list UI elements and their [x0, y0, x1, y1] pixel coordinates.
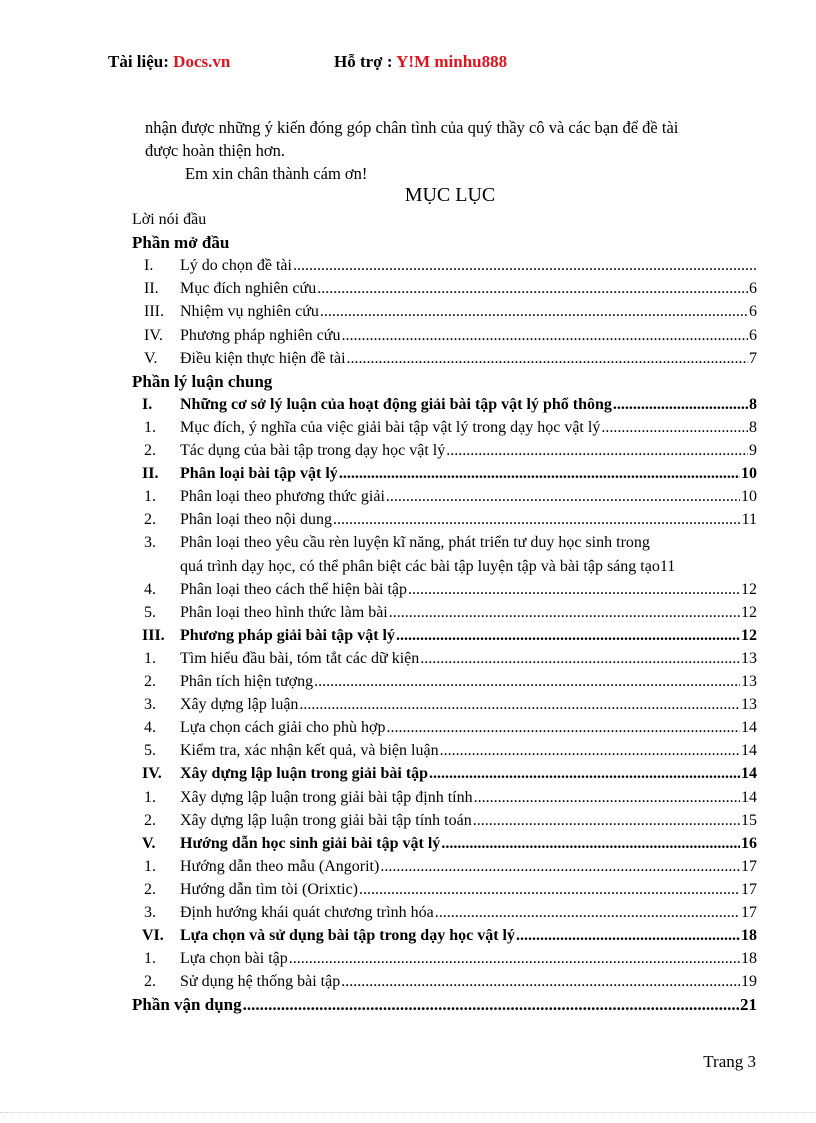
toc-entry-title: Tìm hiểu đầu bài, tóm tắt các dữ kiện [180, 649, 420, 667]
toc-entry-title: Sử dụng hệ thống bài tập [180, 973, 341, 991]
toc-page-number: 14 [741, 788, 757, 806]
toc-entry-title: Kiểm tra, xác nhận kết quả, và biện luận [180, 742, 439, 760]
toc-page-number: 18 [741, 927, 757, 945]
toc-leader-dots [389, 601, 740, 624]
toc-entry[interactable] [132, 739, 757, 762]
toc-entry[interactable] [132, 970, 757, 993]
support-label: Hỗ trợ : [334, 52, 393, 71]
toc-leader-dots [243, 993, 739, 1016]
toc-entry[interactable] [132, 716, 757, 739]
toc-entry-number: III. [144, 303, 164, 321]
toc-entry-number: 1. [144, 649, 156, 667]
toc-page-number: 21 [740, 995, 757, 1015]
toc-entry[interactable] [132, 300, 757, 323]
toc-entry[interactable] [132, 693, 757, 716]
toc-entry[interactable] [132, 947, 757, 970]
toc-entry[interactable] [132, 277, 757, 300]
toc-entry[interactable] [132, 439, 757, 462]
toc-leader-dots [473, 809, 740, 832]
toc-entry-number: V. [144, 349, 158, 367]
toc-leader-dots [339, 462, 740, 485]
toc-page-number: 10 [741, 488, 757, 506]
toc-page-number: 17 [741, 857, 757, 875]
toc-entry-number: II. [142, 465, 159, 483]
toc-entry-number: III. [142, 626, 165, 644]
toc-entry-title: Hướng dẫn tìm tòi (Orixtic) [180, 880, 358, 898]
intro-line-2: được hoàn thiện hơn. [145, 141, 286, 160]
toc-entry-title: Xây dựng lập luận trong giải bài tập [180, 765, 429, 783]
toc-part-2[interactable]: Phần lý luận chung [132, 371, 273, 391]
toc-leader-dots [474, 786, 740, 809]
toc-entry-title: Nhiệm vụ nghiên cứu [180, 303, 319, 321]
toc-entry[interactable] [132, 878, 757, 901]
toc-entry-title: Phân tích hiện tượng [180, 673, 314, 690]
toc-section[interactable] [132, 393, 757, 416]
toc-leader-dots [293, 254, 756, 277]
toc-entry-title: Tác dụng của bài tập trong dạy học vật lý [180, 442, 446, 459]
thanks-line: Em xin chân thành cám ơn! [185, 164, 368, 183]
toc-leader-dots [601, 416, 748, 439]
toc-entry-number: I. [142, 395, 153, 413]
toc-page-number: 13 [741, 696, 757, 714]
toc-entry-title: Những cơ sở lý luận của hoạt động giải bài tập vật lý phổ thông [180, 395, 612, 413]
toc-entry-title: Phân loại theo phương thức giải [180, 488, 385, 506]
toc-page-number: 17 [741, 904, 757, 921]
page-header [108, 52, 508, 72]
toc-page-number: 15 [741, 811, 757, 829]
toc-entry-number: 4. [144, 719, 156, 737]
toc-entry-title: Phân loại theo cách thể hiện bài tập [180, 580, 408, 598]
toc-leader-dots [420, 647, 740, 670]
toc-entry-continuation: quá trình dạy học, có thể phân biệt các bài tập luyện tập và bài tập sáng tạo11 [180, 557, 676, 575]
toc-leader-dots [341, 970, 740, 993]
toc-leader-dots [440, 739, 740, 762]
toc-page-number: 6 [749, 280, 757, 298]
toc-entry-number: 1. [144, 857, 156, 875]
toc-page-number: 11 [741, 511, 757, 529]
page-title: MỤC LỤC [404, 184, 496, 206]
toc-leader-dots [613, 393, 748, 416]
toc-entry-title: Phương pháp nghiên cứu [180, 326, 341, 344]
toc-leader-dots [341, 324, 748, 347]
toc-entry-number: 2. [144, 673, 156, 690]
toc-entry-title: Phân loại theo nội dung [180, 511, 332, 529]
toc-leader-dots [289, 947, 740, 970]
toc-page-number: 13 [741, 649, 757, 667]
toc-entry-number: I. [144, 257, 154, 275]
toc-page-number: 16 [741, 834, 757, 852]
toc-section[interactable] [132, 462, 757, 485]
toc-part-1[interactable]: Phần mở đầu [132, 233, 230, 253]
toc-page-number: 14 [741, 765, 757, 783]
toc-leader-dots [441, 832, 740, 855]
toc-entry-number: 2. [144, 880, 156, 898]
toc-entry-number: 2. [144, 442, 156, 459]
toc-entry[interactable] [132, 809, 757, 832]
toc-page-number: 12 [741, 603, 757, 621]
toc-entry-number: 5. [144, 742, 156, 760]
toc-entry[interactable] [132, 416, 757, 439]
toc-entry-number: 2. [144, 511, 156, 529]
doc-label: Tài liệu: [108, 52, 169, 71]
toc-page-number: 10 [741, 465, 757, 483]
toc-entry-number: 1. [144, 418, 156, 436]
toc-leader-dots [387, 716, 740, 739]
toc-entry-title: Lựa chọn và sử dụng bài tập trong dạy học vật lý [180, 927, 515, 945]
toc-leader-dots [314, 670, 740, 693]
toc-entry[interactable] [132, 531, 757, 554]
toc-entry[interactable] [132, 508, 757, 531]
toc-entry-title: Xây dựng lập luận trong giải bài tập định tính [180, 788, 473, 806]
toc-entry-title: Xây dựng lập luận [180, 696, 299, 714]
toc-entry-title: Lựa chọn bài tập [180, 950, 288, 968]
toc-page-number: 8 [749, 395, 757, 413]
toc-entry-title: Mục đích nghiên cứu [180, 280, 317, 298]
toc-page-number: 14 [741, 742, 757, 760]
page-number: Trang 3 [703, 1052, 756, 1071]
toc-leader-dots [359, 878, 740, 901]
doc-site[interactable]: Docs.vn [173, 52, 231, 71]
toc-entry-number: V. [142, 834, 156, 852]
toc-page-number: 18 [741, 950, 757, 968]
toc-entry-number: IV. [142, 765, 162, 783]
toc-entry[interactable] [132, 601, 757, 624]
toc-entry-number: VI. [142, 927, 164, 945]
toc-entry-title: Lựa chọn cách giải cho phù hợp [180, 719, 386, 737]
toc-leader-dots [396, 624, 740, 647]
toc-entry-number: 2. [144, 973, 156, 991]
toc-entry-title: Hướng dẫn học sinh giải bài tập vật lý [180, 834, 441, 852]
toc-entry[interactable] [132, 647, 757, 670]
toc-entry[interactable] [132, 670, 757, 693]
toc-section[interactable] [132, 762, 757, 785]
support-info [334, 52, 507, 72]
toc-entry-title: Mục đích, ý nghĩa của việc giải bài tập vật lý trong dạy học vật lý [180, 418, 601, 436]
toc-entry[interactable] [132, 901, 757, 924]
toc-entry[interactable] [132, 485, 757, 508]
toc-leader-dots [320, 300, 748, 323]
toc-leader-dots [516, 924, 740, 947]
toc-leader-dots [386, 485, 740, 508]
toc-page-number: 6 [749, 326, 757, 344]
toc-entry-title: Xây dựng lập luận trong giải bài tập tính toán [180, 811, 472, 829]
toc-part-3[interactable] [132, 993, 757, 1016]
toc-page-number: 14 [741, 719, 757, 737]
toc-entry[interactable] [132, 786, 757, 809]
page-bottom-divider [0, 1112, 816, 1113]
toc-section[interactable] [132, 832, 757, 855]
support-contact[interactable]: Y!M minhu888 [396, 52, 508, 71]
toc-page-number: 9 [749, 442, 757, 459]
toc-leader-dots [347, 347, 748, 370]
toc-page-number: 17 [741, 880, 757, 898]
toc-entry-title: Định hướng khái quát chương trình hóa [180, 904, 434, 921]
toc-entry-title: Phần vận dụng [132, 995, 242, 1015]
toc-entry[interactable] [132, 347, 757, 370]
toc-entry-number: IV. [144, 326, 163, 344]
toc-entry-title: Phân loại theo yêu cầu rèn luyện kĩ năng, phát triển tư duy học sinh trong [180, 534, 650, 552]
toc-entry-number: 1. [144, 950, 156, 968]
toc-page-number: 6 [749, 303, 757, 321]
toc-leader-dots [299, 693, 740, 716]
toc-entry-number: 3. [144, 534, 156, 552]
toc-entry-number: 4. [144, 580, 156, 598]
toc-leader-dots [408, 578, 740, 601]
toc-entry-number: II. [144, 280, 159, 298]
toc-section[interactable] [132, 924, 757, 947]
toc-entry-number: 1. [144, 788, 156, 806]
toc-entry-number: 1. [144, 488, 156, 506]
toc-entry-number: 3. [144, 904, 156, 921]
toc-entry-title: Phân loại theo hình thức làm bài [180, 603, 388, 621]
toc-entry-number: 3. [144, 696, 156, 714]
intro-line-1: nhận được những ý kiến đóng góp chân tình của quý thầy cô và các bạn để đề tài [145, 118, 679, 137]
toc-entry-number: 5. [144, 603, 156, 621]
toc-entry-title: Hướng dẫn theo mẫu (Angorit) [180, 857, 380, 875]
toc-leader-dots [333, 508, 741, 531]
toc-page-number: 19 [741, 973, 757, 991]
toc-entry-title: Lý do chọn đề tài [180, 257, 292, 275]
toc-page-number: 8 [749, 418, 757, 436]
toc-page-number: 12 [741, 580, 757, 598]
toc-entry[interactable] [132, 324, 757, 347]
toc-entry-title: Điều kiện thực hiện đề tài [180, 349, 346, 367]
toc-entry[interactable] [132, 855, 757, 878]
toc-entry-title: Phân loại bài tập vật lý [180, 465, 338, 483]
toc-entry-number: 2. [144, 811, 156, 829]
toc-leader-dots [429, 762, 740, 785]
toc-preface[interactable]: Lời nói đầu [132, 211, 207, 228]
toc-leader-dots [380, 855, 740, 878]
toc-leader-dots [446, 439, 748, 462]
toc-entry-title: Phương pháp giải bài tập vật lý [180, 626, 395, 644]
toc-page-number: 13 [741, 673, 757, 690]
toc-entry[interactable] [132, 578, 757, 601]
toc-page-number: 7 [749, 349, 757, 367]
toc-leader-dots [317, 277, 748, 300]
toc-section[interactable] [132, 624, 757, 647]
toc-page-number: 12 [741, 626, 757, 644]
toc-leader-dots [435, 901, 740, 924]
toc-entry[interactable] [132, 254, 757, 277]
